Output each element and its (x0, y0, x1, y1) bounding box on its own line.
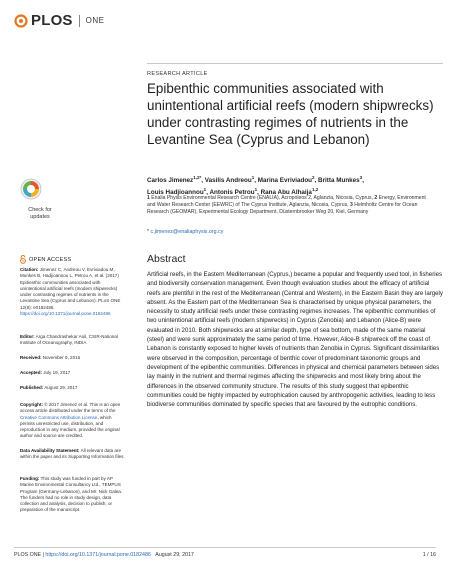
funding-block (20, 476, 125, 514)
author-affiliation-mark: 1 (254, 186, 258, 192)
received-label: Received: (20, 355, 42, 360)
author-affiliation-mark: 3 (359, 175, 363, 180)
article-title: Epibenthic communities associated with unintentional artificial reefs (modern shipwrecks) under contrasting regimes of nutrients in the Levantine Sea (Cyprus and Lebanon) (147, 81, 434, 147)
author-name: Britta Munkes (318, 177, 360, 185)
editor-text: Arga Chandrashekar Anil, CSIR-National Institute of Oceanography, INDIA (20, 334, 118, 346)
author-separator: , (257, 188, 261, 196)
author-separator: , (362, 177, 364, 185)
journal-name: ONE (85, 16, 105, 25)
citation-doi-link[interactable]: https://doi.org/10.1371/journal.pone.0182486 (20, 311, 111, 317)
logo-divider (79, 15, 80, 27)
affiliation-number: 1 (147, 195, 150, 201)
check-updates-icon (20, 178, 42, 200)
author-separator: , (206, 188, 210, 196)
footer-journal: PLOS ONE | (14, 552, 44, 558)
author-name: Antonis Petrou (209, 188, 255, 196)
received-block (20, 355, 125, 361)
abstract-text: Artificial reefs, in the Eastern Mediterranean (Cyprus,) became a popular and frequently used tool, in fisheries and biodiversity conservation management. Even though evaluation studies about the efficacy of artificial reefs are plentiful in the rest of the Mediterranean (Central and Western), in the Eastern Basin they are largely absent. As the Eastern part of the Mediterranean Sea is characterised by unique physical parameters, the necessity to study artificial reefs under these contrasting regimes increases. The epibenthic communities of two unintentional artificial reefs (modern shipwrecks) in Cyprus (Zenobia) and Lebanon (Alice-B) were evaluated in 2010. Both shipwrecks are at similar depth, type of sea bottom, made of the same material (steel) and were sunk approximately the same period of time. However, Alice-B shipwreck off the coast of Lebanon is constantly exposed to higher levels of nutrients than Zenobia in Cyprus. Significant dissimilarities were observed in the composition, percentage of benthic cover of predominant taxonomic groups and development of the epibenthic communities. Differences in physical and chemical parameters between sides lay mainly in the nutrient and thermal regimes affecting the shipwrecks and most likely bring about the differences in the observed community structure. The results of this study suggest that epibenthic communities could be highly impacted by eutrophication caused by anthropogenic activities, leading to less biodiverse communities dominated by specific species that are favoured by the eutrophic conditions. (147, 271, 443, 409)
footer-date: August 29, 2017 (155, 552, 194, 558)
affiliation-text: Energy, Environment and Water Research Center (EEWRC) of The Cyprus Institute, Aglanzia, Nicosia, Cyprus, (147, 195, 426, 208)
corresponding-author-mark: * (199, 175, 202, 180)
author-separator: , (201, 177, 205, 185)
copyright-block (20, 402, 125, 440)
received-date: November 9, 2016 (42, 355, 81, 360)
corresponding-email[interactable] (147, 229, 223, 235)
author-affiliation-mark: 1,2 (193, 175, 200, 180)
journal-logo (14, 12, 104, 29)
check-updates-line1: Check for (28, 207, 52, 213)
check-updates-line2: updates (30, 213, 50, 220)
author-separator: , (254, 177, 258, 185)
author-affiliation-mark: 1,2 (311, 186, 319, 192)
affiliation-text: Enalia Physis Environmental Research Centre (ENALIA), Acropoleos 2, Aglanzia, Nicosia, Cyprus, (151, 195, 373, 201)
affiliation-item (147, 195, 374, 201)
check-for-updates-badge[interactable] (20, 178, 60, 220)
open-access-label (20, 255, 71, 264)
published-block (20, 385, 125, 391)
author-affiliation-mark: 2 (312, 175, 315, 180)
data-availability-text: All relevant data are within the paper and its Supporting Information files. (20, 448, 125, 460)
citation-text: Jimenez C, Andreou V, Evriviadou M, Munkes B, Hadjioannou L, Petrou A, et al. (2017) Epibenthic communities associated with unintentional artificial reefs (modern shipwrecks) under contrasting regimes of nutrients in the Levantine Sea (Cyprus and Lebanon). PLoS ONE 12(8): e0182486. (20, 267, 121, 310)
footer-rule (14, 547, 436, 548)
data-availability-label: Data Availability Statement: (20, 448, 80, 453)
page-footer (14, 552, 436, 558)
copyright-text-end: , which permits unrestricted use, distribution, and reproduction in any medium, provided the original author and source are credited. (20, 414, 120, 439)
logo-text: PLOS (31, 12, 73, 29)
affiliation-list (147, 195, 432, 215)
accepted-block (20, 370, 125, 376)
author-affiliation-mark: 1 (251, 175, 255, 180)
copyright-text: © 2017 Jimenez et al. This is an open access article distributed under the terms of the (20, 402, 121, 414)
open-access-text: OPEN ACCESS (29, 256, 72, 263)
header-rule (147, 63, 443, 64)
affiliation-number: 3 (350, 201, 353, 208)
funding-text: This study was funded in part by AP Marine Environmental Consultancy Ltd., TEMPUS Program (Germany-Lebanon), and Mr. Nick Galea. The funders had no role in study design, data collection and analysis, decision to publish, or preparation of the manuscript. (20, 476, 123, 513)
funding-label: Funding: (20, 476, 40, 481)
data-availability-block (20, 448, 125, 461)
author-affiliation-mark: 1 (203, 186, 207, 192)
plos-logo-icon (14, 14, 28, 28)
author-name: Rana Abu Alhaija (260, 188, 312, 196)
footer-doi-link[interactable]: https://doi.org/10.1371/journal.pone.0182486 (45, 552, 151, 558)
copyright-label: Copyright: (20, 402, 43, 407)
abstract-heading: Abstract (147, 253, 186, 265)
affiliation-text: Helmholtz Centre for Ocean Research (GEOMAR), Experimental Ecology Department, Düsternbrooker Weg 20, Kiel, Germany (147, 201, 418, 215)
citation-block (20, 267, 125, 317)
published-date: August 29, 2017 (44, 385, 78, 390)
citation-label: Citation: (20, 267, 39, 272)
published-label: Published: (20, 385, 44, 390)
author-name: Vasilis Andreou (204, 177, 252, 185)
author-name: Carlos Jimenez (147, 177, 194, 185)
email-mark: * (147, 229, 150, 235)
accepted-date: July 19, 2017 (43, 370, 71, 375)
accepted-label: Accepted: (20, 370, 42, 375)
license-link[interactable]: Creative Commons Attribution License (20, 414, 98, 420)
author-name: Louis Hadjioannou (147, 188, 204, 196)
affiliation-number: 2 (374, 195, 378, 201)
author-separator: , (314, 177, 319, 185)
page-number: 1 / 16 (422, 552, 436, 558)
open-access-icon (20, 255, 26, 264)
email-link[interactable]: c.jimenez@enaliaphysis.org.cy (150, 229, 224, 235)
editor-block (20, 334, 125, 347)
editor-label: Editor: (20, 334, 35, 339)
author-list (147, 174, 442, 197)
footer-citation (14, 552, 194, 558)
article-type: RESEARCH ARTICLE (147, 71, 208, 77)
author-name: Marina Evriviadou (257, 177, 313, 185)
